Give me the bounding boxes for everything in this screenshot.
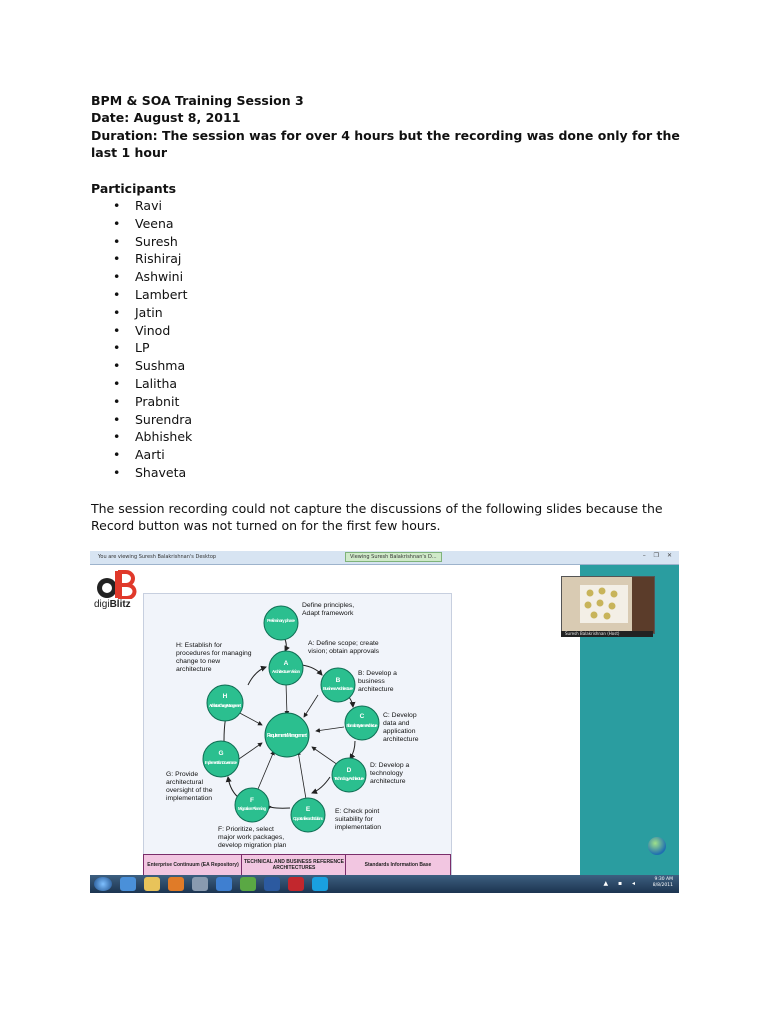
participants-list — [91, 197, 691, 482]
start-button-icon[interactable] — [94, 877, 112, 891]
viewer-title: You are viewing Suresh Balakrishnan's Desktop — [98, 554, 217, 560]
node-f-label: Migration Planning — [238, 806, 266, 811]
node-e-label: Opportunities and Solutions — [293, 816, 323, 821]
node-preliminary — [264, 606, 298, 640]
node-f-letter: F — [250, 797, 254, 804]
list-item: • Shaveta — [113, 464, 691, 482]
node-a-letter: A — [283, 660, 289, 667]
list-item: • Jatin — [113, 304, 691, 322]
logo-text-plain: digi — [94, 599, 110, 610]
band-enterprise-continuum: Enterprise Continuum (EA Repository) — [143, 854, 243, 876]
band-standards-information-base: Standards Information Base — [345, 854, 451, 876]
globe-icon[interactable] — [648, 837, 666, 855]
document-body — [91, 92, 691, 482]
media-player-icon[interactable] — [168, 877, 184, 891]
chrome-icon[interactable] — [240, 877, 256, 891]
recording-note: The session recording could not capture the discussions of the following slides because the Record button was not turned on for the first few hours. — [91, 501, 663, 534]
viewer-titlebar — [90, 551, 679, 565]
session-date: Date: August 8, 2011 — [91, 110, 241, 126]
windows-taskbar — [90, 875, 679, 893]
togaf-adm-diagram — [90, 565, 580, 875]
browser-icon[interactable] — [216, 877, 232, 891]
list-item: • Vinod — [113, 322, 691, 340]
node-f — [235, 788, 269, 822]
annotation-e: E: Check point suitability for implementation — [335, 808, 382, 831]
clock-time: 9:30 AM — [654, 877, 673, 882]
list-item: • Veena — [113, 215, 691, 233]
tray-icons[interactable]: ▲ ▪ ◂ — [603, 880, 639, 887]
slide — [90, 565, 580, 875]
node-b-letter: B — [335, 677, 341, 684]
host-video-thumbnail[interactable] — [561, 576, 655, 634]
annotation-h: H: Establish for procedures for managing change to new architecture — [176, 642, 252, 673]
list-item: • Ashwini — [113, 268, 691, 286]
list-item: • Ravi — [113, 197, 691, 215]
node-d-label: Technology Architecture — [334, 776, 364, 781]
list-item: • Rishiraj — [113, 250, 691, 268]
node-e-letter: E — [305, 806, 311, 813]
taskbar-clock[interactable] — [653, 877, 673, 889]
annotation-f: F: Prioritize, select major work packages, develop migration plan — [218, 826, 287, 849]
node-center — [265, 713, 309, 757]
clock-date: 8/8/2011 — [652, 883, 673, 888]
node-c-letter: C — [359, 713, 365, 720]
list-item: • Suresh — [113, 233, 691, 251]
annotation-d: D: Develop a technology architecture — [370, 762, 410, 785]
node-h — [207, 685, 243, 721]
list-item: • Lalitha — [113, 375, 691, 393]
list-item: • Abhishek — [113, 428, 691, 446]
node-d — [332, 758, 366, 792]
acrobat-icon[interactable] — [288, 877, 304, 891]
viewer-tab[interactable]: Viewing Suresh Balakrishnan's D... — [345, 552, 442, 562]
node-preliminary-label: Preliminary phase — [267, 618, 295, 623]
list-item: • Surendra — [113, 411, 691, 429]
node-c-label: Information Systems Architecture — [346, 723, 378, 728]
list-item: • LP — [113, 339, 691, 357]
annotation-prelim: Define principles, Adapt framework — [302, 602, 355, 617]
annotation-g: G: Provide architectural oversight of the implementation — [166, 771, 213, 802]
session-duration: Duration: The session was for over 4 hours but the recording was done only for the last 1 hour — [91, 127, 680, 161]
node-b-label: Business Architecture — [323, 686, 353, 691]
node-h-label: Architecture Change Management — [209, 703, 241, 708]
list-item: • Lambert — [113, 286, 691, 304]
annotation-b: B: Develop a business architecture — [358, 670, 397, 693]
logo-text-bold: Blitz — [109, 599, 131, 610]
annotation-a: A: Define scope; create vision; obtain approvals — [308, 640, 380, 655]
node-h-letter: H — [222, 693, 228, 700]
node-g — [203, 741, 239, 777]
band-reference-architectures: TECHNICAL AND BUSINESS REFERENCE ARCHITECTURES — [241, 854, 347, 876]
session-title: BPM & SOA Training Session 3 — [91, 93, 304, 108]
node-c — [345, 706, 379, 740]
internet-explorer-icon[interactable] — [120, 877, 136, 891]
node-a-label: Architecture Vision — [272, 669, 300, 674]
video-frame-icon — [562, 577, 654, 633]
window-controls[interactable]: – ❐ ✕ — [642, 552, 675, 559]
node-g-label: Implementation Governance — [205, 760, 237, 765]
skype-icon[interactable] — [312, 877, 328, 891]
node-b — [321, 668, 355, 702]
embedded-screenshot — [90, 551, 679, 893]
word-icon[interactable] — [264, 877, 280, 891]
node-e — [291, 798, 325, 832]
node-g-letter: G — [218, 750, 224, 757]
tools-icon[interactable] — [192, 877, 208, 891]
node-a — [269, 651, 303, 685]
participants-heading: Participants — [91, 180, 177, 196]
list-item: • Prabnit — [113, 393, 691, 411]
list-item: • Sushma — [113, 357, 691, 375]
annotation-c: C: Develop data and application architecture — [383, 712, 419, 743]
thumbnail-caption: Suresh Balakrishnan (Host) — [561, 631, 653, 637]
node-d-letter: D — [346, 767, 352, 774]
list-item: • Aarti — [113, 446, 691, 464]
folder-icon[interactable] — [144, 877, 160, 891]
node-center-label: Requirements Management — [267, 733, 307, 739]
